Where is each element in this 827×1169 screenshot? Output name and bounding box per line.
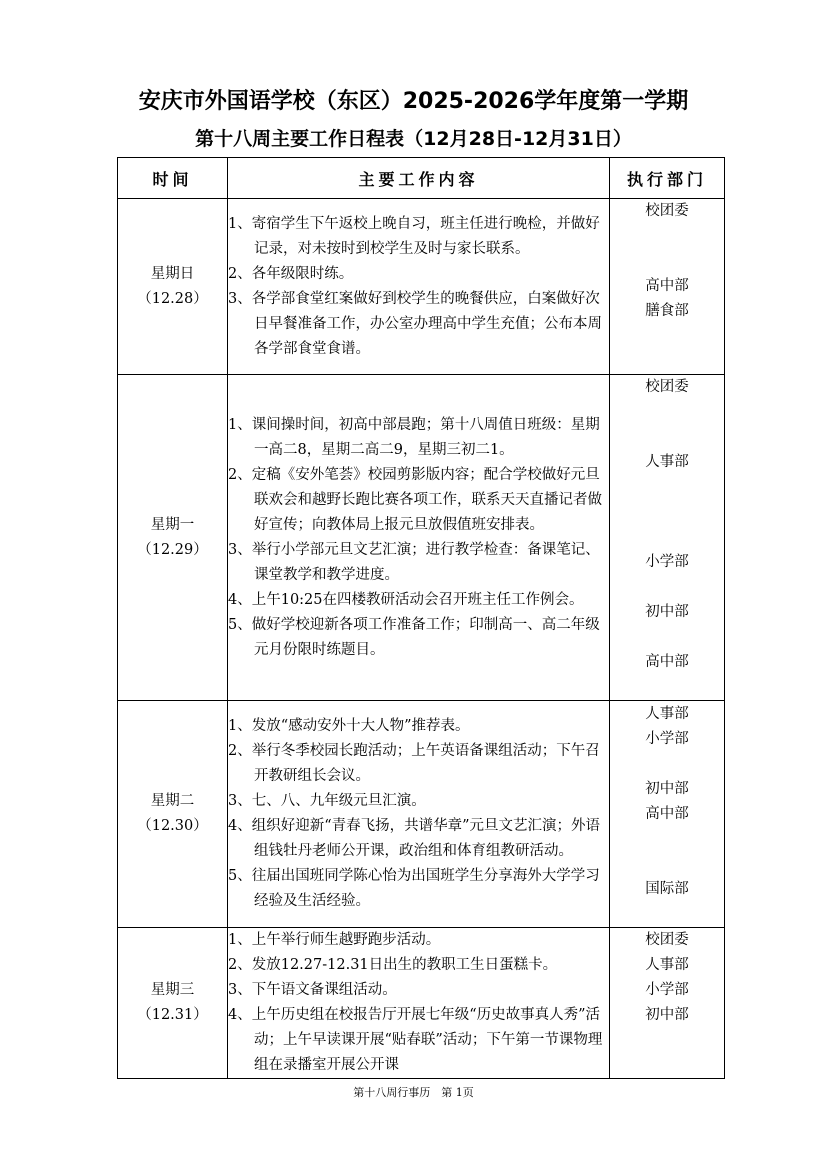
dept-label: 初中部: [645, 1007, 689, 1023]
day-date: （12.30）: [137, 818, 208, 834]
day-name: 星期日: [150, 265, 195, 282]
work-item: 3、七、八、九年级元旦汇演。: [228, 793, 426, 809]
day-name: 星期一: [150, 516, 195, 533]
dept-label: 小学部: [645, 730, 689, 747]
work-item: 1、寄宿学生下午返校上晚自习，班主任进行晚检，并做好记录，对未按时到校学生及时与家长联系。: [228, 215, 600, 257]
dept-label: [610, 224, 724, 249]
work-item: 3、举行小学部元旦文艺汇演；进行教学检查：备课笔记、课堂教学和教学进度。: [228, 541, 600, 583]
work-item: 2、发放12.27-12.31日出生的教职工生日蛋糕卡。: [228, 957, 558, 973]
dept-label: 人事部: [645, 957, 689, 973]
header-time: 时间: [118, 158, 228, 199]
dept-label: 校团委: [645, 932, 689, 948]
work-item: 4、上午历史组在校报告厅开展七年级“历史故事真人秀”活动；上午早读课开展“贴春联”活动；下午第一节课物理组在录播室开展公开课: [228, 1007, 603, 1073]
table-row: [118, 375, 725, 701]
dept-label: 人事部: [645, 454, 689, 470]
header-dept: 执行部门: [610, 158, 725, 199]
work-item: 1、发放“感动安外十大人物”推荐表。: [228, 718, 470, 734]
work-item: 5、做好学校迎新各项工作准备工作；印制高一、高二年级元月份限时练题目。: [228, 616, 600, 658]
work-item: 3、下午语文备课组活动。: [228, 982, 397, 998]
day-cell: [118, 928, 228, 1079]
work-item: 2、各年级限时练。: [228, 265, 354, 282]
work-item: 4、上午10:25在四楼教研活动会召开班主任工作例会。: [228, 591, 584, 608]
dept-label: [610, 1028, 724, 1053]
work-item: 2、举行冬季校园长跑活动；上午英语备课组活动；下午召开教研组长会议。: [228, 743, 600, 784]
day-cell: [118, 375, 228, 701]
dept-label: [610, 475, 724, 500]
content-cell: [228, 375, 610, 701]
dept-label: [610, 324, 724, 349]
document-subtitle: 第十八周主要工作日程表（12月28日-12月31日）: [195, 128, 632, 150]
table-header-row: [118, 158, 725, 199]
dept-label: [610, 827, 724, 852]
dept-label: [610, 400, 724, 425]
dept-label: [610, 525, 724, 550]
work-item: 2、定稿《安外笔荟》校园剪影版内容；配合学校做好元旦联欢会和越野长跑比赛各项工作，联系天天直播记者做好宣传；向教体局上报元旦放假值班安排表。: [228, 466, 602, 533]
dept-label: 高中部: [645, 278, 689, 294]
dept-cell: [610, 375, 725, 701]
page-footer: 第十八周行事历 第 1页: [353, 1086, 474, 1099]
dept-label: 高中部: [645, 805, 689, 822]
dept-label: 国际部: [645, 880, 689, 897]
dept-label: [610, 675, 724, 700]
day-name: 星期三: [150, 982, 195, 998]
dept-cell: [610, 701, 725, 928]
day-cell: [118, 701, 228, 928]
dept-label: 校团委: [645, 379, 689, 395]
dept-label: 初中部: [645, 780, 689, 797]
dept-label: 人事部: [645, 705, 689, 722]
table-row: [118, 701, 725, 928]
day-name: 星期二: [150, 793, 195, 809]
header-content: 主要工作内容: [228, 158, 610, 199]
dept-label: 高中部: [645, 654, 689, 670]
dept-label: 小学部: [645, 982, 689, 998]
schedule-table: [117, 157, 725, 1079]
dept-label: [610, 852, 724, 877]
dept-label: [610, 575, 724, 600]
work-item: 4、组织好迎新“青春飞扬，共谱华章”元旦文艺汇演；外语组钱牡丹老师公开课，政治组和体育组教研活动。: [228, 818, 601, 859]
document-title: 安庆市外国语学校（东区）2025-2026学年度第一学期: [138, 89, 689, 114]
day-cell: [118, 199, 228, 375]
work-item: 5、往届出国班同学陈心怡为出国班学生分享海外大学学习经验及生活经验。: [228, 868, 600, 909]
dept-label: 初中部: [645, 604, 689, 620]
table-row: [118, 928, 725, 1079]
day-date: （12.31）: [137, 1007, 208, 1023]
dept-label: [610, 1053, 724, 1078]
dept-label: [610, 902, 724, 927]
day-date: （12.28）: [137, 290, 208, 307]
work-item: 1、课间操时间，初高中部晨跑；第十八周值日班级：星期一高二8，星期二高二9，星期三初二1。: [228, 416, 600, 458]
content-cell: [228, 701, 610, 928]
dept-cell: [610, 199, 725, 375]
dept-cell: [610, 928, 725, 1079]
dept-label: [610, 249, 724, 274]
dept-label: [610, 752, 724, 777]
table-row: [118, 199, 725, 375]
day-date: （12.29）: [137, 541, 208, 558]
content-cell: [228, 199, 610, 375]
dept-label: 膳食部: [645, 303, 689, 319]
dept-label: [610, 425, 724, 450]
content-cell: [228, 928, 610, 1079]
dept-label: [610, 625, 724, 650]
dept-label: 校团委: [645, 203, 689, 219]
dept-label: [610, 349, 724, 374]
dept-label: [610, 500, 724, 525]
work-item: 3、各学部食堂红案做好到校学生的晚餐供应，白案做好次日早餐准备工作，办公室办理高中学生充值；公布本周各学部食堂食谱。: [228, 290, 602, 357]
work-item: 1、上午举行师生越野跑步活动。: [228, 932, 441, 948]
dept-label: 小学部: [645, 554, 689, 570]
